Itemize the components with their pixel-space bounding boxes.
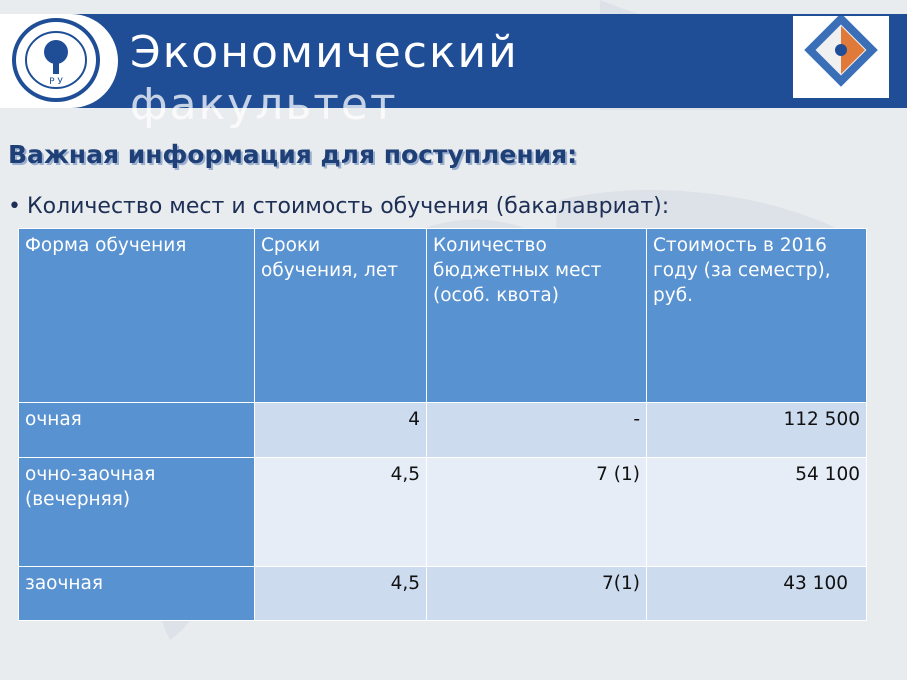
- page-title-line-2: факультет: [130, 79, 398, 130]
- study-form-cell: очно-заочная (вечерняя): [19, 458, 255, 567]
- duration-cell: 4: [255, 403, 427, 458]
- faculty-emblem-icon: [793, 16, 889, 98]
- bullet-item: [8, 194, 669, 219]
- duration-cell: 4,5: [255, 567, 427, 621]
- cost-cell: 54 100: [647, 458, 867, 567]
- cost-cell: 43 100: [647, 567, 867, 621]
- duration-cell: 4,5: [255, 458, 427, 567]
- column-header: Форма обучения: [19, 229, 255, 403]
- budget-places-cell: -: [427, 403, 647, 458]
- page-title: Экономический: [130, 27, 519, 78]
- column-header: Стоимость в 2016 году (за семестр), руб.: [647, 229, 867, 403]
- table-row: [19, 458, 867, 567]
- column-header: Количество бюджетных мест (особ. квота): [427, 229, 647, 403]
- budget-places-cell: 7 (1): [427, 458, 647, 567]
- column-header: Сроки обучения, лет: [255, 229, 427, 403]
- table-row: [19, 567, 867, 621]
- section-heading: Важная информация для поступления:: [8, 140, 578, 169]
- table-header-row: [19, 229, 867, 403]
- admission-table: [18, 228, 867, 621]
- svg-text:Р У: Р У: [49, 77, 63, 87]
- study-form-cell: заочная: [19, 567, 255, 621]
- cost-cell: 112 500: [647, 403, 867, 458]
- table-row: [19, 403, 867, 458]
- bullet-text: Количество мест и стоимость обучения (бакалавриат):: [26, 194, 670, 219]
- study-form-cell: очная: [19, 403, 255, 458]
- bullet-marker: •: [8, 194, 21, 219]
- budget-places-cell: 7(1): [427, 567, 647, 621]
- university-seal-icon: [10, 16, 102, 104]
